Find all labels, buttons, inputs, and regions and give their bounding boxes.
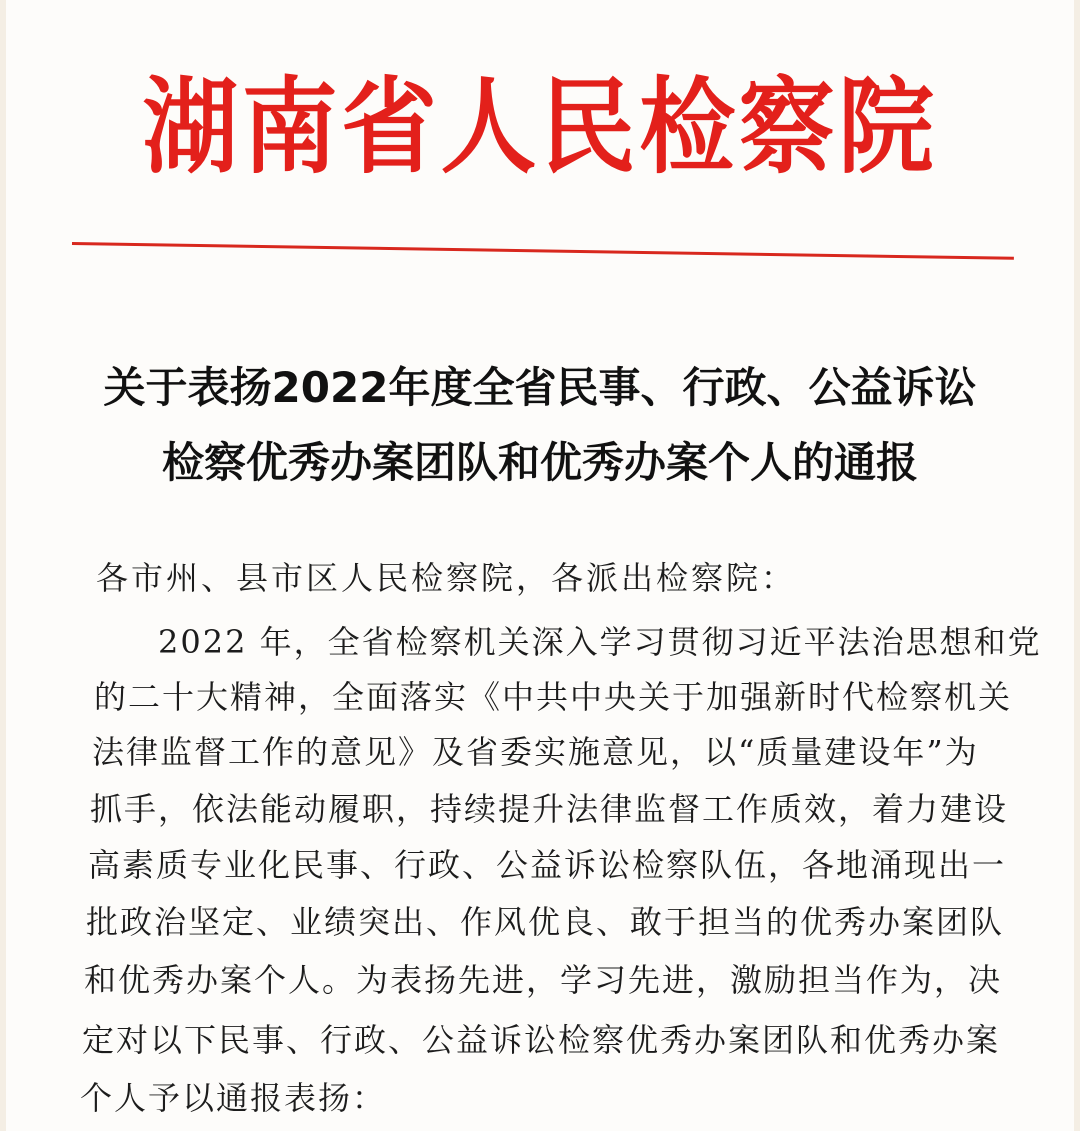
page-edge-left — [0, 0, 6, 1131]
document-title-line-1: 关于表扬2022年度全省民事、行政、公益诉讼 — [103, 363, 977, 412]
paragraph-line: 和优秀办案个人。为表扬先进，学习先进，激励担当作为，决 — [84, 961, 1003, 999]
paragraph-line: 2022 年，全省检察机关深入学习贯彻习近平法治思想和党 — [158, 623, 1042, 661]
paragraph-line: 定对以下民事、行政、公益诉讼检察优秀办案团队和优秀办案 — [82, 1021, 1001, 1059]
paragraph-line: 批政治坚定、业绩突出、作风优良、敢于担当的优秀办案团队 — [86, 903, 1005, 941]
page-edge-right — [1074, 0, 1080, 1131]
paragraph-line: 的二十大精神，全面落实《中共中央关于加强新时代检察机关 — [94, 678, 1013, 716]
paragraph-line: 高素质专业化民事、行政、公益诉讼检察队伍，各地涌现出一 — [88, 846, 1007, 884]
paragraph-line: 抓手，依法能动履职，持续提升法律监督工作质效，着力建设 — [90, 790, 1009, 828]
letterhead-red-rule — [72, 242, 1014, 260]
paragraph-line: 法律监督工作的意见》及省委实施意见，以“质量建设年”为 — [92, 733, 979, 771]
letterhead-org-name: 湖南省人民检察院 — [142, 66, 938, 188]
salutation: 各市州、县市区人民检察院，各派出检察院： — [96, 559, 797, 597]
document-title-line-2: 检察优秀办案团队和优秀办案个人的通报 — [161, 438, 918, 487]
paragraph-line: 个人予以通报表扬： — [80, 1079, 387, 1117]
